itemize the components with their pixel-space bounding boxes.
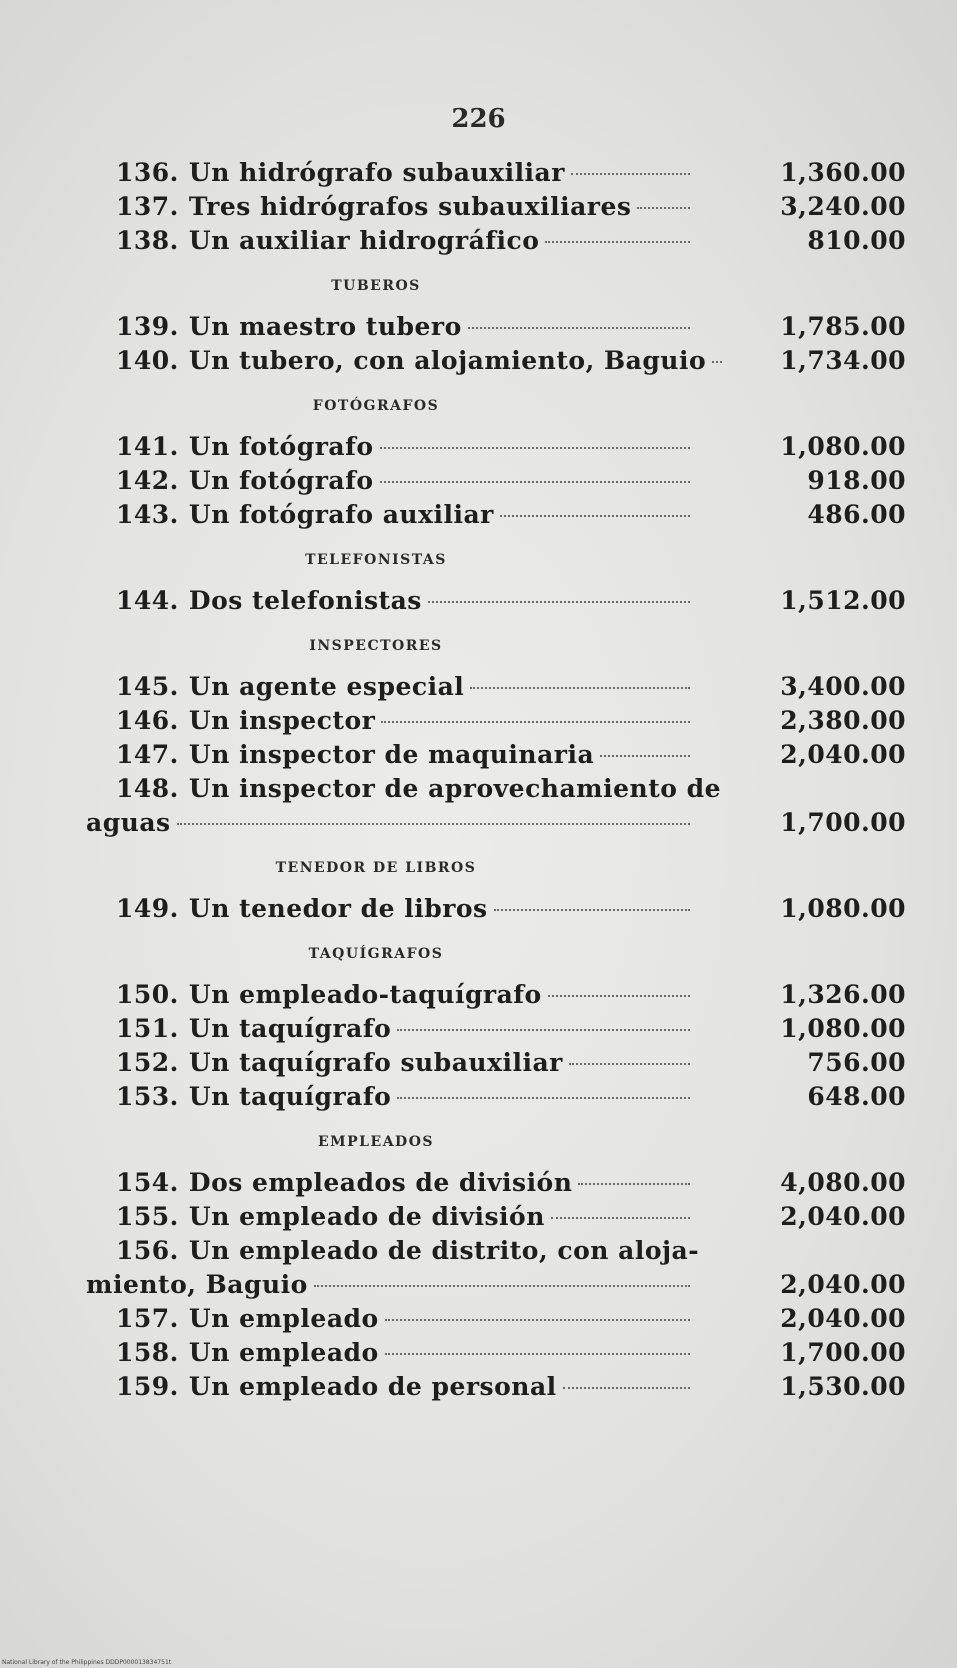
entry-number: 136. xyxy=(116,158,179,187)
entry-description: Un inspector de aprovechamiento de xyxy=(188,774,722,803)
entry-number: 138. xyxy=(116,226,179,255)
entry-row xyxy=(86,1304,906,1338)
dot-leader xyxy=(397,1097,690,1099)
entry-description: Un tubero, con alojamiento, Baguio xyxy=(188,346,707,375)
entry-amount: 810.00 xyxy=(807,226,906,255)
section-heading: TUBEROS xyxy=(331,278,421,294)
entry-description: Un auxiliar hidrográfico xyxy=(188,226,540,255)
entry-description: Un empleado de personal xyxy=(188,1372,557,1401)
entry-number: 143. xyxy=(116,500,179,529)
entry-number: 141. xyxy=(116,432,179,461)
section-heading: TELEFONISTAS xyxy=(305,552,447,568)
entry-amount: 1,080.00 xyxy=(780,894,906,923)
entry-number: 157. xyxy=(116,1304,179,1333)
dot-leader xyxy=(545,241,690,243)
entry-row xyxy=(86,432,906,466)
entry-row xyxy=(86,586,906,620)
entry-number: 144. xyxy=(116,586,179,615)
entry-number: 145. xyxy=(116,672,179,701)
entry-row xyxy=(86,1014,906,1048)
dot-leader xyxy=(494,909,690,911)
entry-row xyxy=(86,1202,906,1236)
dot-leader xyxy=(578,1183,690,1185)
dot-leader xyxy=(470,687,690,689)
entry-amount: 3,400.00 xyxy=(780,672,906,701)
footer-credit: National Library of the Philippines DDDP000013834751t xyxy=(2,1659,172,1666)
entry-description: Un hidrógrafo subauxiliar xyxy=(188,158,565,187)
dot-leader xyxy=(569,1063,690,1065)
entry-description-continuation: aguas xyxy=(86,808,171,837)
dot-leader xyxy=(385,1319,690,1321)
entry-description: Un empleado xyxy=(188,1304,379,1333)
entry-row xyxy=(86,312,906,346)
entry-description: Un maestro tubero xyxy=(188,312,462,341)
entry-row xyxy=(86,500,906,534)
dot-leader xyxy=(563,1387,690,1389)
dot-leader xyxy=(712,361,722,363)
entry-amount: 1,360.00 xyxy=(780,158,906,187)
entry-row xyxy=(86,1082,906,1116)
entry-amount: 1,785.00 xyxy=(780,312,906,341)
dot-leader xyxy=(637,207,690,209)
entry-amount: 1,326.00 xyxy=(780,980,906,1009)
entry-number: 154. xyxy=(116,1168,179,1197)
entry-description: Un empleado de división xyxy=(188,1202,545,1231)
entry-number: 140. xyxy=(116,346,179,375)
entry-row-continuation xyxy=(86,1270,906,1304)
entry-number: 137. xyxy=(116,192,179,221)
entry-row xyxy=(86,158,906,192)
entry-row xyxy=(86,192,906,226)
entry-row xyxy=(86,980,906,1014)
entry-number: 146. xyxy=(116,706,179,735)
entry-description: Un tenedor de libros xyxy=(188,894,488,923)
entry-amount: 1,700.00 xyxy=(780,808,906,837)
entry-row xyxy=(86,672,906,706)
entry-row xyxy=(86,466,906,500)
dot-leader xyxy=(500,515,690,517)
appropriation-list xyxy=(86,158,906,1406)
entry-number: 150. xyxy=(116,980,179,1009)
entry-number: 148. xyxy=(116,774,179,803)
dot-leader xyxy=(428,601,690,603)
entry-row xyxy=(86,1338,906,1372)
entry-amount: 2,040.00 xyxy=(780,1270,906,1299)
entry-description: Un taquígrafo xyxy=(188,1082,392,1111)
entry-number: 159. xyxy=(116,1372,179,1401)
entry-amount: 3,240.00 xyxy=(780,192,906,221)
entry-description: Un empleado de distrito, con aloja- xyxy=(188,1236,700,1265)
entry-row xyxy=(86,706,906,740)
entry-amount: 1,512.00 xyxy=(780,586,906,615)
entry-row xyxy=(86,226,906,260)
dot-leader xyxy=(314,1285,690,1287)
page-number: 226 xyxy=(451,104,506,134)
entry-number: 142. xyxy=(116,466,179,495)
entry-description: Un inspector de maquinaria xyxy=(188,740,595,769)
entry-row xyxy=(86,1168,906,1202)
entry-description: Un fotógrafo xyxy=(188,432,374,461)
entry-row xyxy=(86,346,906,380)
entry-amount: 2,040.00 xyxy=(780,1304,906,1333)
entry-description: Tres hidrógrafos subauxiliares xyxy=(188,192,632,221)
entry-row-continuation xyxy=(86,808,906,842)
entry-amount: 4,080.00 xyxy=(780,1168,906,1197)
entry-number: 147. xyxy=(116,740,179,769)
entry-amount: 648.00 xyxy=(807,1082,906,1111)
entry-amount: 2,040.00 xyxy=(780,1202,906,1231)
entry-amount: 1,530.00 xyxy=(780,1372,906,1401)
entry-description-continuation: miento, Baguio xyxy=(86,1270,308,1299)
entry-amount: 2,040.00 xyxy=(780,740,906,769)
entry-row xyxy=(86,894,906,928)
dot-leader xyxy=(468,327,690,329)
entry-row xyxy=(86,1372,906,1406)
entry-description: Un taquígrafo subauxiliar xyxy=(188,1048,563,1077)
dot-leader xyxy=(385,1353,690,1355)
entry-description: Un fotógrafo auxiliar xyxy=(188,500,494,529)
entry-amount: 2,380.00 xyxy=(780,706,906,735)
entry-amount: 1,700.00 xyxy=(780,1338,906,1367)
entry-row xyxy=(86,740,906,774)
entry-amount: 1,734.00 xyxy=(780,346,906,375)
entry-number: 155. xyxy=(116,1202,179,1231)
entry-number: 158. xyxy=(116,1338,179,1367)
dot-leader xyxy=(600,755,690,757)
entry-amount: 1,080.00 xyxy=(780,432,906,461)
entry-description: Dos empleados de división xyxy=(188,1168,573,1197)
entry-row xyxy=(86,774,906,808)
entry-row xyxy=(86,1048,906,1082)
entry-description: Un agente especial xyxy=(188,672,465,701)
entry-amount: 756.00 xyxy=(807,1048,906,1077)
entry-description: Un taquígrafo xyxy=(188,1014,392,1043)
entry-number: 149. xyxy=(116,894,179,923)
entry-description: Un fotógrafo xyxy=(188,466,374,495)
entry-number: 139. xyxy=(116,312,179,341)
dot-leader xyxy=(571,173,690,175)
section-heading: INSPECTORES xyxy=(309,638,443,654)
entry-number: 156. xyxy=(116,1236,179,1265)
section-heading: TAQUÍGRAFOS xyxy=(308,946,444,962)
dot-leader xyxy=(380,447,690,449)
dot-leader xyxy=(548,995,690,997)
dot-leader xyxy=(381,721,690,723)
entry-number: 151. xyxy=(116,1014,179,1043)
dot-leader xyxy=(397,1029,690,1031)
entry-description: Un empleado xyxy=(188,1338,379,1367)
entry-row xyxy=(86,1236,906,1270)
entry-description: Un inspector xyxy=(188,706,376,735)
section-heading: TENEDOR DE LIBROS xyxy=(275,860,477,876)
entry-description: Un empleado-taquígrafo xyxy=(188,980,542,1009)
dot-leader xyxy=(177,823,690,825)
entry-number: 153. xyxy=(116,1082,179,1111)
dot-leader xyxy=(551,1217,690,1219)
entry-amount: 1,080.00 xyxy=(780,1014,906,1043)
entry-amount: 918.00 xyxy=(807,466,906,495)
entry-number: 152. xyxy=(116,1048,179,1077)
entry-description: Dos telefonistas xyxy=(188,586,422,615)
section-heading: FOTÓGRAFOS xyxy=(312,398,440,414)
dot-leader xyxy=(380,481,690,483)
section-heading: EMPLEADOS xyxy=(317,1134,435,1150)
entry-amount: 486.00 xyxy=(807,500,906,529)
